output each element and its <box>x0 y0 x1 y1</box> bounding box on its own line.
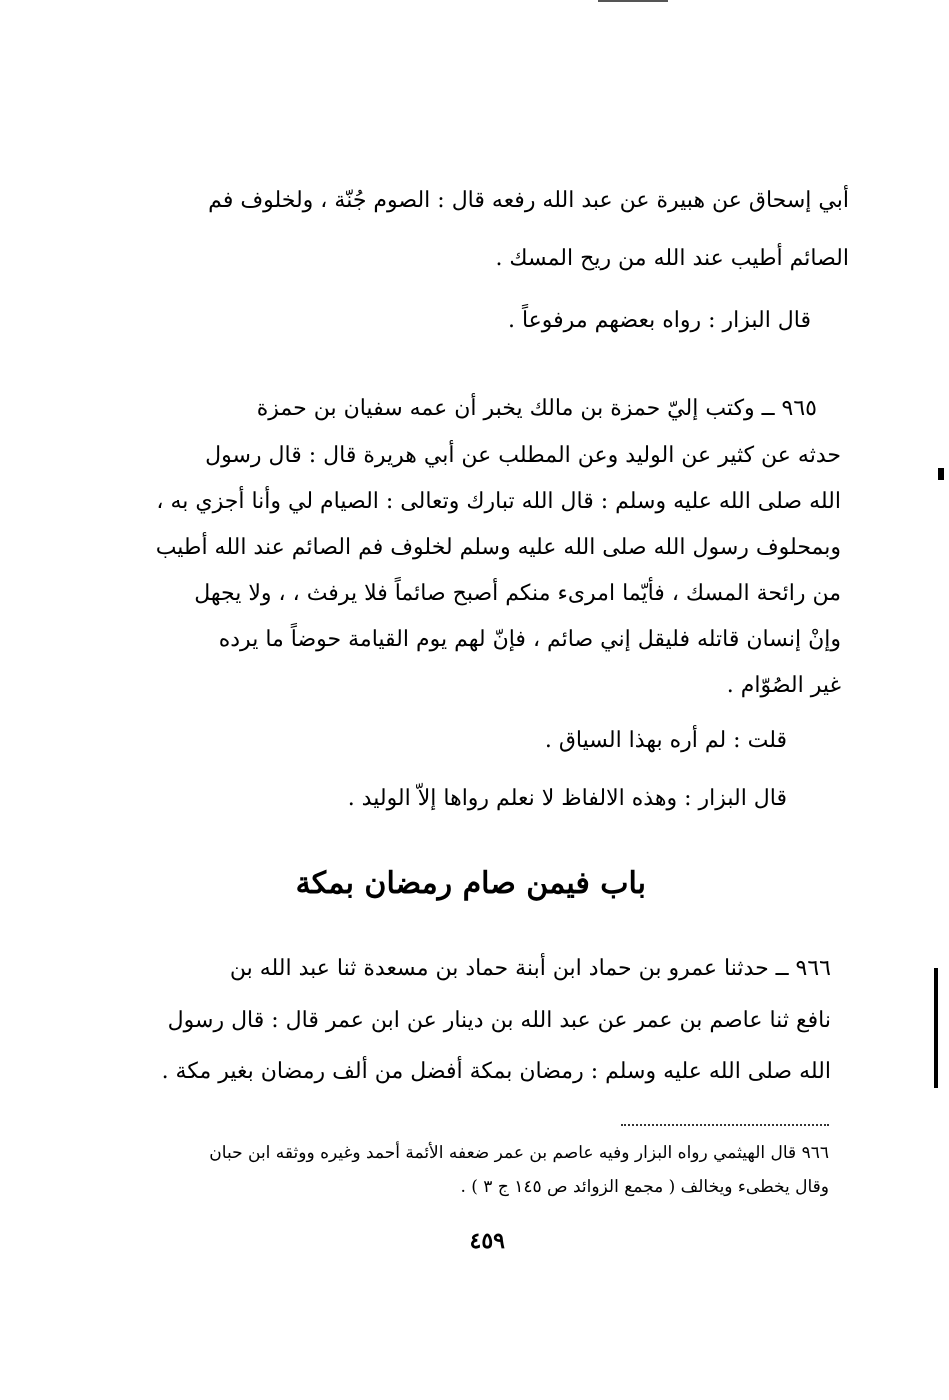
text-line: من رائحة المسك ، فأيّما امرىء منكم أصبح صائماً فلا يرفث ، ، ولا يجهل <box>194 581 841 606</box>
bazzar-note-2: قال البزار : وهذه الالفاظ لا نعلم رواها إلاّ الوليد . <box>347 786 787 811</box>
scan-edge-mark <box>938 468 944 480</box>
footnote-line: وقال يخطىء ويخالف ( مجمع الزوائد ص ١٤٥ ج ٣ ) . <box>460 1177 829 1197</box>
scan-edge-mark <box>934 968 938 1088</box>
text-line: أبي إسحاق عن هبيرة عن عبد الله رفعه قال : الصوم جُنّة ، ولخلوف فم <box>208 188 849 213</box>
text-line: نافع ثنا عاصم بن عمر عن عبد الله بن دينار عن ابن عمر قال : قال رسول <box>167 1008 831 1033</box>
page-number: ٤٥٩ <box>469 1228 505 1254</box>
qultu-note: قلت : لم أره بهذا السياق . <box>544 728 787 753</box>
hadith-number-line: ٩٦٥ ــ وكتب إليّ حمزة بن مالك يخبر أن عمه سفيان بن حمزة <box>256 396 817 421</box>
text-line: حدثه عن كثير عن الوليد وعن المطلب عن أبي هريرة قال : قال رسول <box>205 443 841 468</box>
top-edge-mark <box>598 0 668 2</box>
bazzar-note-1: قال البزار : رواه بعضهم مرفوعاً . <box>507 308 811 333</box>
text-line: وبمحلوف رسول الله صلى الله عليه وسلم لخلوف فم الصائم عند الله أطيب <box>155 535 841 560</box>
text-line: الله صلى الله عليه وسلم : رمضان بمكة أفضل من ألف رمضان بغير مكة . <box>161 1059 831 1084</box>
text-line: وإنْ إنسان قاتله فليقل إني صائم ، فإنّ لهم يوم القيامة حوضاً ما يرده <box>218 627 841 652</box>
chapter-heading: باب فيمن صام رمضان بمكة <box>295 866 646 901</box>
text-line: الصائم أطيب عند الله من ريح المسك . <box>495 246 849 271</box>
footnote-separator <box>621 1124 829 1126</box>
footnote-line: ٩٦٦ قال الهيثمي رواه البزار وفيه عاصم بن عمر ضعفه الأئمة أحمد وغيره ووثقه ابن حبان <box>209 1143 829 1163</box>
text-line: الله صلى الله عليه وسلم : قال الله تبارك وتعالى : الصيام لي وأنا أجزي به ، <box>156 489 841 514</box>
text-line: غير الصُوّام . <box>726 673 841 698</box>
hadith-number-line: ٩٦٦ ــ حدثنا عمرو بن حماد ابن أبنة حماد بن مسعدة ثنا عبد الله بن <box>229 956 831 981</box>
